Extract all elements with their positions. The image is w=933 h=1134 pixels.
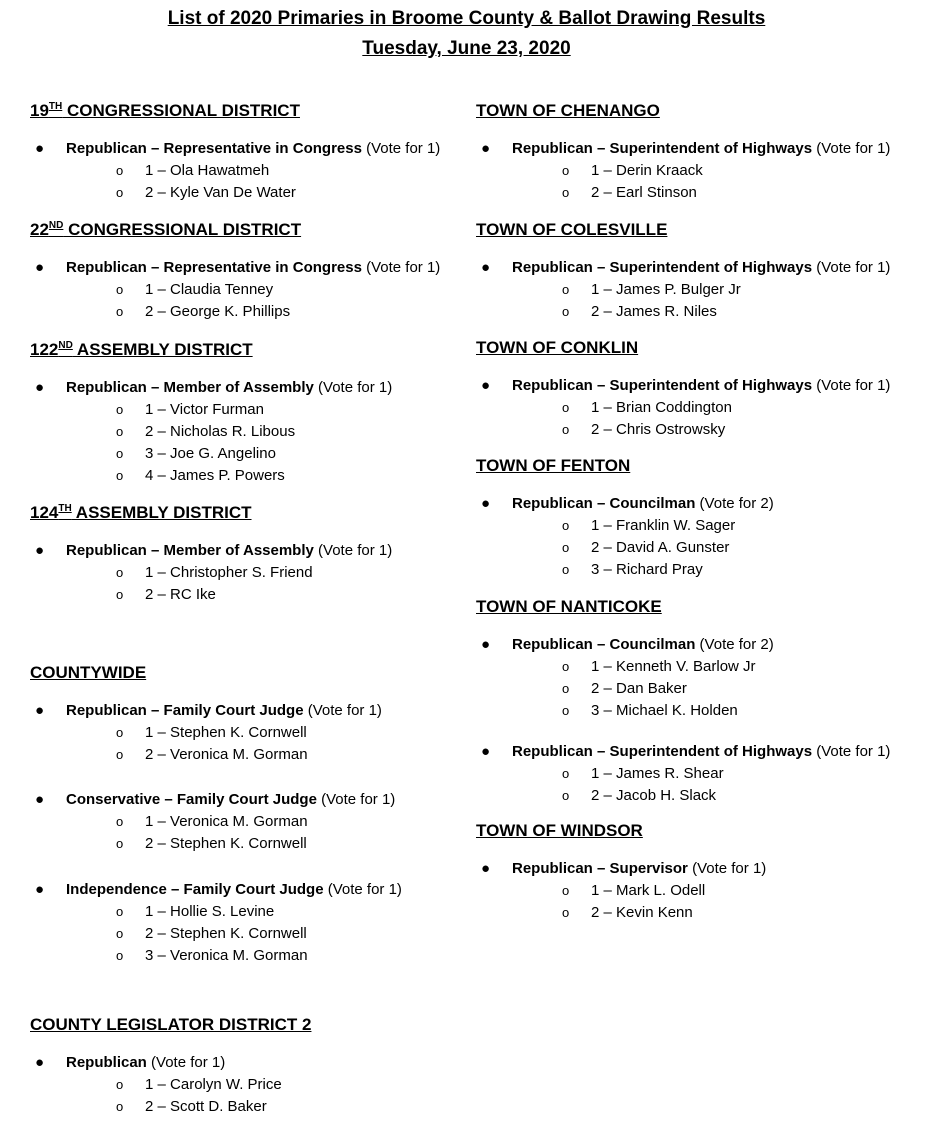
candidate-name: 3 – Richard Pray xyxy=(591,561,703,578)
race xyxy=(30,700,460,766)
candidate-item xyxy=(30,399,460,421)
race-office-title: – Superintendent of Highways xyxy=(592,377,813,394)
circle-bullet-icon: o xyxy=(562,185,570,200)
bullet-icon: ● xyxy=(481,377,491,394)
section-title-main: TOWN OF CHENANGO xyxy=(476,101,660,120)
circle-bullet-icon: o xyxy=(116,747,124,762)
race-vote-count: (Vote for 2) xyxy=(695,636,774,653)
race-heading xyxy=(30,879,460,901)
bullet-icon: ● xyxy=(481,743,491,760)
candidate-name: 1 – Carolyn W. Price xyxy=(145,1076,282,1093)
circle-bullet-icon: o xyxy=(116,163,124,178)
race xyxy=(476,257,916,323)
section-title xyxy=(476,219,916,241)
candidate-item xyxy=(30,722,460,744)
candidate-item xyxy=(476,419,916,441)
bullet-icon: ● xyxy=(35,259,45,276)
section-title-sup: ND xyxy=(58,340,73,351)
candidate-name: 1 – James P. Bulger Jr xyxy=(591,281,741,298)
section xyxy=(476,219,916,320)
candidate-item xyxy=(30,945,460,967)
candidate-item xyxy=(476,397,916,419)
circle-bullet-icon: o xyxy=(116,282,124,297)
candidate-name: 1 – Derin Kraack xyxy=(591,162,703,179)
race-office xyxy=(66,702,304,719)
race-vote-count: (Vote for 1) xyxy=(812,259,891,276)
circle-bullet-icon: o xyxy=(562,282,570,297)
race-party: Republican xyxy=(512,743,593,760)
section-title xyxy=(30,662,460,684)
candidate-name: 2 – Stephen K. Cornwell xyxy=(145,925,307,942)
section xyxy=(476,100,916,201)
bullet-icon: ● xyxy=(35,791,45,808)
race-office-title: – Family Court Judge xyxy=(160,791,317,808)
candidate-name: 2 – Scott D. Baker xyxy=(145,1098,267,1115)
race-office xyxy=(512,743,812,760)
race-heading xyxy=(30,138,460,160)
race-party: Independence xyxy=(66,881,167,898)
circle-bullet-icon: o xyxy=(562,659,570,674)
race-office xyxy=(66,140,362,157)
race-vote-count: (Vote for 1) xyxy=(146,1054,226,1071)
candidate-name: 3 – Michael K. Holden xyxy=(591,702,738,719)
section-title-sup: ND xyxy=(48,220,64,231)
race-heading xyxy=(476,858,916,880)
race-office xyxy=(512,140,812,157)
race-office-title: – Family Court Judge xyxy=(166,881,324,898)
bullet-icon: ● xyxy=(481,636,491,653)
race-office xyxy=(512,860,688,877)
race-heading xyxy=(30,700,460,722)
candidate-item xyxy=(30,160,460,182)
race-heading xyxy=(30,789,460,811)
circle-bullet-icon: o xyxy=(562,883,570,898)
race-party: Republican xyxy=(66,379,147,396)
candidate-name: 1 – Hollie S. Levine xyxy=(145,903,275,920)
candidate-item xyxy=(476,700,916,722)
section-title-main: TOWN OF CONKLIN xyxy=(476,338,639,357)
race-office xyxy=(66,379,314,396)
race-office-title: – Representative in Congress xyxy=(146,140,362,157)
race-vote-count: (Vote for 1) xyxy=(812,140,891,157)
document-title: List of 2020 Primaries in Broome County & Ballot Drawing Results xyxy=(167,8,766,29)
race-office-title: – Member of Assembly xyxy=(146,542,314,559)
candidate-item xyxy=(476,279,916,301)
section-title xyxy=(476,337,916,359)
race-heading xyxy=(30,377,460,399)
circle-bullet-icon: o xyxy=(562,400,570,415)
circle-bullet-icon: o xyxy=(562,304,570,319)
candidate-name: 2 – James R. Niles xyxy=(591,303,717,320)
section xyxy=(30,100,460,201)
section xyxy=(30,662,460,964)
race-office xyxy=(512,377,812,394)
candidate-name: 1 – Kenneth V. Barlow Jr xyxy=(591,658,756,675)
race-heading xyxy=(476,493,916,515)
candidate-item xyxy=(476,763,916,785)
race-office xyxy=(512,259,812,276)
race-heading xyxy=(476,741,916,763)
candidate-item xyxy=(30,1074,460,1096)
section-title-main: TOWN OF FENTON xyxy=(476,456,631,475)
candidate-name: 1 – Stephen K. Cornwell xyxy=(145,724,307,741)
candidate-item xyxy=(476,559,916,581)
section-title-main: TOWN OF COLESVILLE xyxy=(476,220,668,239)
race-office-title: – Family Court Judge xyxy=(146,702,304,719)
section-title-main: 122 xyxy=(30,340,59,359)
section xyxy=(30,219,460,320)
candidate-item xyxy=(476,515,916,537)
bullet-icon: ● xyxy=(481,140,491,157)
section xyxy=(476,820,916,921)
bullet-icon: ● xyxy=(35,542,45,559)
circle-bullet-icon: o xyxy=(116,424,124,439)
race xyxy=(476,858,916,924)
section xyxy=(476,455,916,578)
race xyxy=(476,634,916,722)
circle-bullet-icon: o xyxy=(116,446,124,461)
section-title xyxy=(30,100,460,122)
candidate-name: 2 – Jacob H. Slack xyxy=(591,787,717,804)
circle-bullet-icon: o xyxy=(116,587,124,602)
race-party: Republican xyxy=(66,140,147,157)
race-vote-count: (Vote for 2) xyxy=(695,495,774,512)
section xyxy=(30,1014,460,1115)
circle-bullet-icon: o xyxy=(562,703,570,718)
section-title xyxy=(476,596,916,618)
candidate-name: 4 – James P. Powers xyxy=(145,467,285,484)
bullet-icon: ● xyxy=(35,379,45,396)
candidate-item xyxy=(30,443,460,465)
candidate-name: 3 – Veronica M. Gorman xyxy=(145,947,308,964)
race-vote-count: (Vote for 1) xyxy=(303,702,382,719)
section-title-main: 124 xyxy=(30,503,59,522)
race xyxy=(476,741,916,807)
candidate-item xyxy=(30,562,460,584)
candidate-name: 2 – David A. Gunster xyxy=(591,539,730,556)
candidate-item xyxy=(476,656,916,678)
candidate-name: 2 – Kyle Van De Water xyxy=(145,184,296,201)
candidate-item xyxy=(30,833,460,855)
race-office-title: – Supervisor xyxy=(592,860,688,877)
race-vote-count: (Vote for 1) xyxy=(687,860,767,877)
candidate-item xyxy=(30,901,460,923)
section-title-rest: ASSEMBLY DISTRICT xyxy=(71,503,252,522)
race xyxy=(30,879,460,967)
race-office xyxy=(512,495,695,512)
circle-bullet-icon: o xyxy=(562,681,570,696)
race-office-title: – Superintendent of Highways xyxy=(592,743,813,760)
candidate-item xyxy=(30,923,460,945)
candidate-item xyxy=(476,182,916,204)
race-vote-count: (Vote for 1) xyxy=(316,791,396,808)
race-vote-count: (Vote for 1) xyxy=(812,377,891,394)
circle-bullet-icon: o xyxy=(562,905,570,920)
race-office-title: – Representative in Congress xyxy=(146,259,362,276)
bullet-icon: ● xyxy=(35,140,45,157)
race-office xyxy=(66,542,314,559)
candidate-item xyxy=(476,785,916,807)
section xyxy=(30,502,460,603)
candidate-name: 2 – Nicholas R. Libous xyxy=(145,423,296,440)
candidate-item xyxy=(476,301,916,323)
race-heading xyxy=(30,1052,460,1074)
section-title-main: 22 xyxy=(30,220,49,239)
candidate-item xyxy=(30,182,460,204)
circle-bullet-icon: o xyxy=(562,422,570,437)
candidate-name: 2 – Veronica M. Gorman xyxy=(145,746,308,763)
section-title xyxy=(30,1014,460,1036)
section-title-sup: TH xyxy=(48,101,63,112)
candidate-name: 2 – Chris Ostrowsky xyxy=(591,421,726,438)
bullet-icon: ● xyxy=(481,860,491,877)
section-title-main: 19 xyxy=(30,101,49,120)
section-title xyxy=(30,502,460,524)
candidate-item xyxy=(30,1096,460,1118)
section-title-sup: TH xyxy=(58,503,72,514)
section-title xyxy=(476,820,916,842)
document-date: Tuesday, June 23, 2020 xyxy=(362,38,571,59)
candidate-name: 3 – Joe G. Angelino xyxy=(145,445,276,462)
race-party: Republican xyxy=(66,542,147,559)
section-title-main: TOWN OF NANTICOKE xyxy=(476,597,662,616)
candidate-name: 1 – Christopher S. Friend xyxy=(145,564,313,581)
section-title xyxy=(30,339,460,361)
section xyxy=(476,596,916,804)
candidate-name: 1 – Veronica M. Gorman xyxy=(145,813,308,830)
race xyxy=(30,377,460,487)
race-office xyxy=(66,1054,147,1071)
section xyxy=(30,339,460,484)
candidate-item xyxy=(30,301,460,323)
race-office xyxy=(66,881,324,898)
circle-bullet-icon: o xyxy=(116,926,124,941)
candidate-item xyxy=(476,902,916,924)
circle-bullet-icon: o xyxy=(116,185,124,200)
circle-bullet-icon: o xyxy=(116,904,124,919)
candidate-name: 2 – Dan Baker xyxy=(591,680,687,697)
candidate-name: 1 – James R. Shear xyxy=(591,765,724,782)
section-title-main: TOWN OF WINDSOR xyxy=(476,821,643,840)
race xyxy=(30,257,460,323)
race-party: Republican xyxy=(512,140,593,157)
race-office-title: – Member of Assembly xyxy=(146,379,314,396)
race-vote-count: (Vote for 1) xyxy=(313,379,393,396)
race-office-title: – Superintendent of Highways xyxy=(592,140,813,157)
section-title-main: COUNTYWIDE xyxy=(30,663,147,682)
section xyxy=(476,337,916,438)
candidate-item xyxy=(30,584,460,606)
candidate-item xyxy=(30,279,460,301)
candidate-name: 1 – Victor Furman xyxy=(145,401,264,418)
race xyxy=(30,138,460,204)
candidate-name: 1 – Ola Hawatmeh xyxy=(145,162,270,179)
candidate-name: 1 – Brian Coddington xyxy=(591,399,732,416)
race xyxy=(30,789,460,855)
bullet-icon: ● xyxy=(35,881,45,898)
candidate-name: 1 – Franklin W. Sager xyxy=(591,517,736,534)
race xyxy=(476,375,916,441)
race-office-title: – Superintendent of Highways xyxy=(592,259,813,276)
circle-bullet-icon: o xyxy=(116,1099,124,1114)
circle-bullet-icon: o xyxy=(562,788,570,803)
race-party: Republican xyxy=(66,702,147,719)
circle-bullet-icon: o xyxy=(116,468,124,483)
race-party: Republican xyxy=(512,259,593,276)
section-title xyxy=(476,100,916,122)
race-office-title: – Councilman xyxy=(592,495,696,512)
candidate-item xyxy=(30,421,460,443)
candidate-name: 2 – RC Ike xyxy=(145,586,216,603)
bullet-icon: ● xyxy=(481,259,491,276)
candidate-item xyxy=(30,811,460,833)
bullet-icon: ● xyxy=(481,495,491,512)
candidate-item xyxy=(476,537,916,559)
race-heading xyxy=(30,540,460,562)
candidate-item xyxy=(476,880,916,902)
race-vote-count: (Vote for 1) xyxy=(361,259,441,276)
race-office-title: – Councilman xyxy=(592,636,696,653)
circle-bullet-icon: o xyxy=(116,836,124,851)
race-heading xyxy=(476,138,916,160)
race xyxy=(30,1052,460,1118)
circle-bullet-icon: o xyxy=(562,766,570,781)
race-vote-count: (Vote for 1) xyxy=(361,140,441,157)
circle-bullet-icon: o xyxy=(116,565,124,580)
race-party: Republican xyxy=(66,259,147,276)
section-title-main: COUNTY LEGISLATOR DISTRICT 2 xyxy=(30,1015,312,1034)
race-heading xyxy=(476,634,916,656)
circle-bullet-icon: o xyxy=(562,562,570,577)
circle-bullet-icon: o xyxy=(562,518,570,533)
race-party: Republican xyxy=(512,377,593,394)
candidate-item xyxy=(476,678,916,700)
section-title-rest: CONGRESSIONAL DISTRICT xyxy=(63,220,302,239)
candidate-item xyxy=(476,160,916,182)
circle-bullet-icon: o xyxy=(116,725,124,740)
race-office xyxy=(66,791,317,808)
section-title-rest: ASSEMBLY DISTRICT xyxy=(72,340,253,359)
candidate-name: 2 – Stephen K. Cornwell xyxy=(145,835,307,852)
race-office xyxy=(512,636,695,653)
candidate-name: 1 – Claudia Tenney xyxy=(145,281,274,298)
race-heading xyxy=(30,257,460,279)
race-vote-count: (Vote for 1) xyxy=(323,881,402,898)
race xyxy=(476,138,916,204)
circle-bullet-icon: o xyxy=(562,163,570,178)
candidate-name: 1 – Mark L. Odell xyxy=(591,882,706,899)
race-vote-count: (Vote for 1) xyxy=(313,542,393,559)
circle-bullet-icon: o xyxy=(562,540,570,555)
section-title xyxy=(30,219,460,241)
race xyxy=(476,493,916,581)
race xyxy=(30,540,460,606)
bullet-icon: ● xyxy=(35,702,45,719)
circle-bullet-icon: o xyxy=(116,304,124,319)
race-office xyxy=(66,259,362,276)
race-party: Republican xyxy=(512,636,593,653)
race-heading xyxy=(476,375,916,397)
race-vote-count: (Vote for 1) xyxy=(812,743,891,760)
candidate-name: 2 – Earl Stinson xyxy=(591,184,697,201)
circle-bullet-icon: o xyxy=(116,814,124,829)
circle-bullet-icon: o xyxy=(116,948,124,963)
race-heading xyxy=(476,257,916,279)
section-title xyxy=(476,455,916,477)
candidate-item xyxy=(30,465,460,487)
race-party: Conservative xyxy=(66,791,161,808)
circle-bullet-icon: o xyxy=(116,402,124,417)
candidate-item xyxy=(30,744,460,766)
race-party: Republican xyxy=(66,1054,147,1071)
race-party: Republican xyxy=(512,860,593,877)
candidate-name: 2 – Kevin Kenn xyxy=(591,904,693,921)
candidate-name: 2 – George K. Phillips xyxy=(145,303,291,320)
section-title-rest: CONGRESSIONAL DISTRICT xyxy=(62,101,300,120)
circle-bullet-icon: o xyxy=(116,1077,124,1092)
bullet-icon: ● xyxy=(35,1054,45,1071)
race-party: Republican xyxy=(512,495,593,512)
